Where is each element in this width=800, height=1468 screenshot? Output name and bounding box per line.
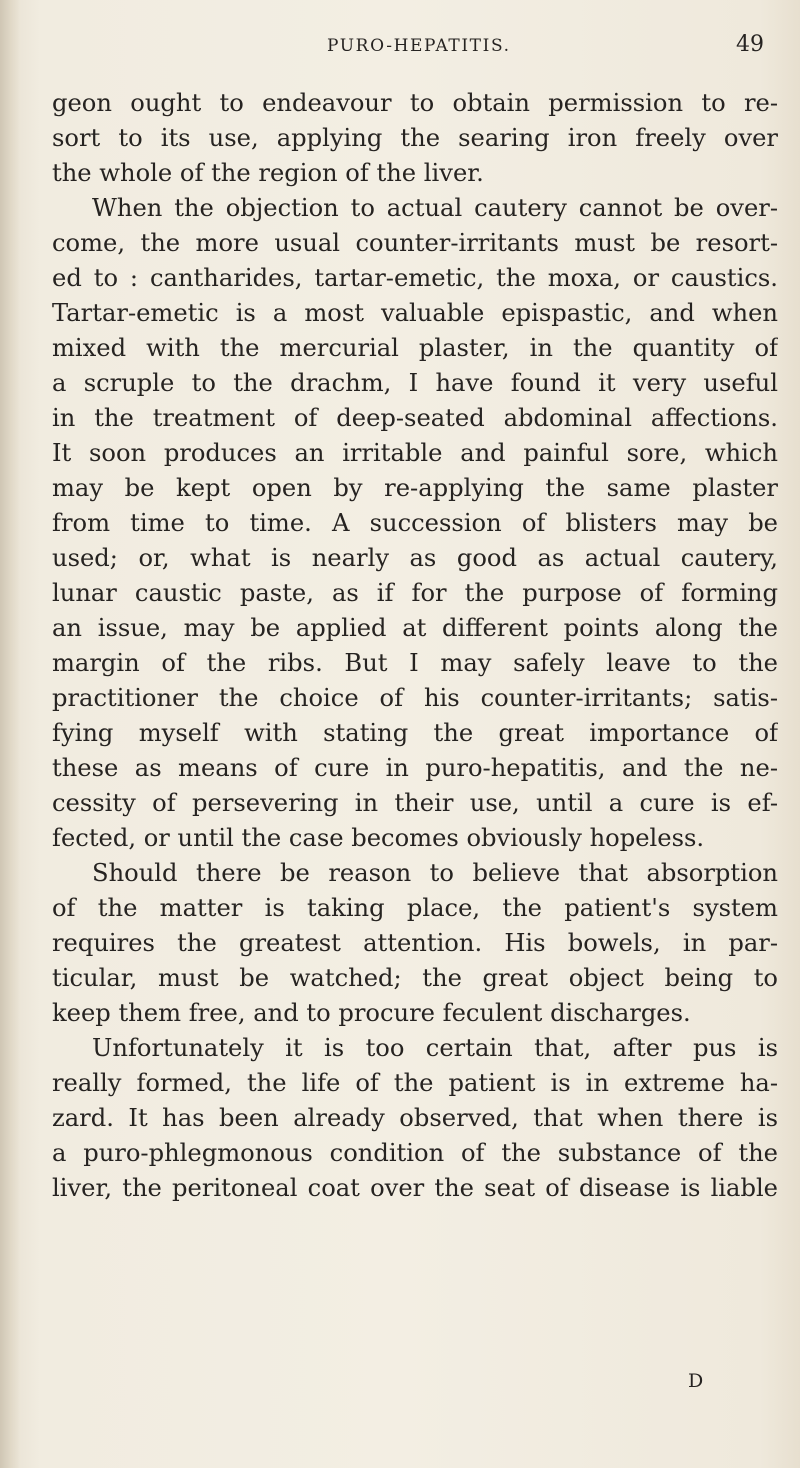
text-line: come, the more usual counter-irritants must be resort-	[52, 229, 778, 257]
text-line: lunar caustic paste, as if for the purpose of forming	[52, 579, 778, 607]
text-line: It soon produces an irritable and painful sore, which	[52, 439, 778, 467]
text-line: geon ought to endeavour to obtain permission to re-	[52, 89, 778, 117]
text-line: When the objection to actual cautery cannot be over-	[92, 194, 778, 222]
text-line: these as means of cure in puro-hepatitis, and the ne-	[52, 754, 778, 782]
text-line: practitioner the choice of his counter-irritants; satis-	[52, 684, 778, 712]
text-line: Should there be reason to believe that absorption	[92, 859, 778, 887]
text-line: fected, or until the case becomes obviously hopeless.	[52, 824, 705, 852]
text-line: may be kept open by re-applying the same plaster	[52, 474, 778, 502]
text-line: zard. It has been already observed, that when there is	[52, 1104, 778, 1132]
text-line: requires the greatest attention. His bowels, in par-	[52, 929, 778, 957]
text-line: liver, the peritoneal coat over the seat of disease is liable	[52, 1174, 778, 1202]
text-line: Unfortunately it is too certain that, after pus is	[92, 1034, 778, 1062]
page-gutter-shadow	[0, 0, 20, 1468]
running-head: PURO-HEPATITIS.	[327, 36, 511, 56]
text-line: fying myself with stating the great importance of	[52, 719, 778, 747]
body-text	[52, 86, 778, 1206]
text-line: keep them free, and to procure feculent discharges.	[52, 999, 691, 1027]
signature-mark: D	[688, 1370, 704, 1392]
text-line: the whole of the region of the liver.	[52, 159, 484, 187]
text-line: of the matter is taking place, the patient's system	[52, 894, 778, 922]
text-line: ed to : cantharides, tartar-emetic, the moxa, or caustics.	[52, 264, 778, 292]
text-line: in the treatment of deep-seated abdominal affections.	[52, 404, 778, 432]
text-line: cessity of persevering in their use, until a cure is ef-	[52, 789, 778, 817]
text-line: margin of the ribs. But I may safely leave to the	[52, 649, 778, 677]
text-line: a scruple to the drachm, I have found it very useful	[52, 369, 778, 397]
text-line: from time to time. A succession of blisters may be	[52, 509, 778, 537]
text-line: used; or, what is nearly as good as actual cautery,	[52, 544, 778, 572]
text-line: really formed, the life of the patient is in extreme ha-	[52, 1069, 778, 1097]
page-number: 49	[736, 32, 764, 57]
text-line: ticular, must be watched; the great object being to	[52, 964, 778, 992]
text-line: an issue, may be applied at different points along the	[52, 614, 778, 642]
text-line: sort to its use, applying the searing iron freely over	[52, 124, 778, 152]
text-line: Tartar-emetic is a most valuable epispastic, and when	[52, 299, 778, 327]
text-line: a puro-phlegmonous condition of the substance of the	[52, 1139, 778, 1167]
text-line: mixed with the mercurial plaster, in the quantity of	[52, 334, 778, 362]
